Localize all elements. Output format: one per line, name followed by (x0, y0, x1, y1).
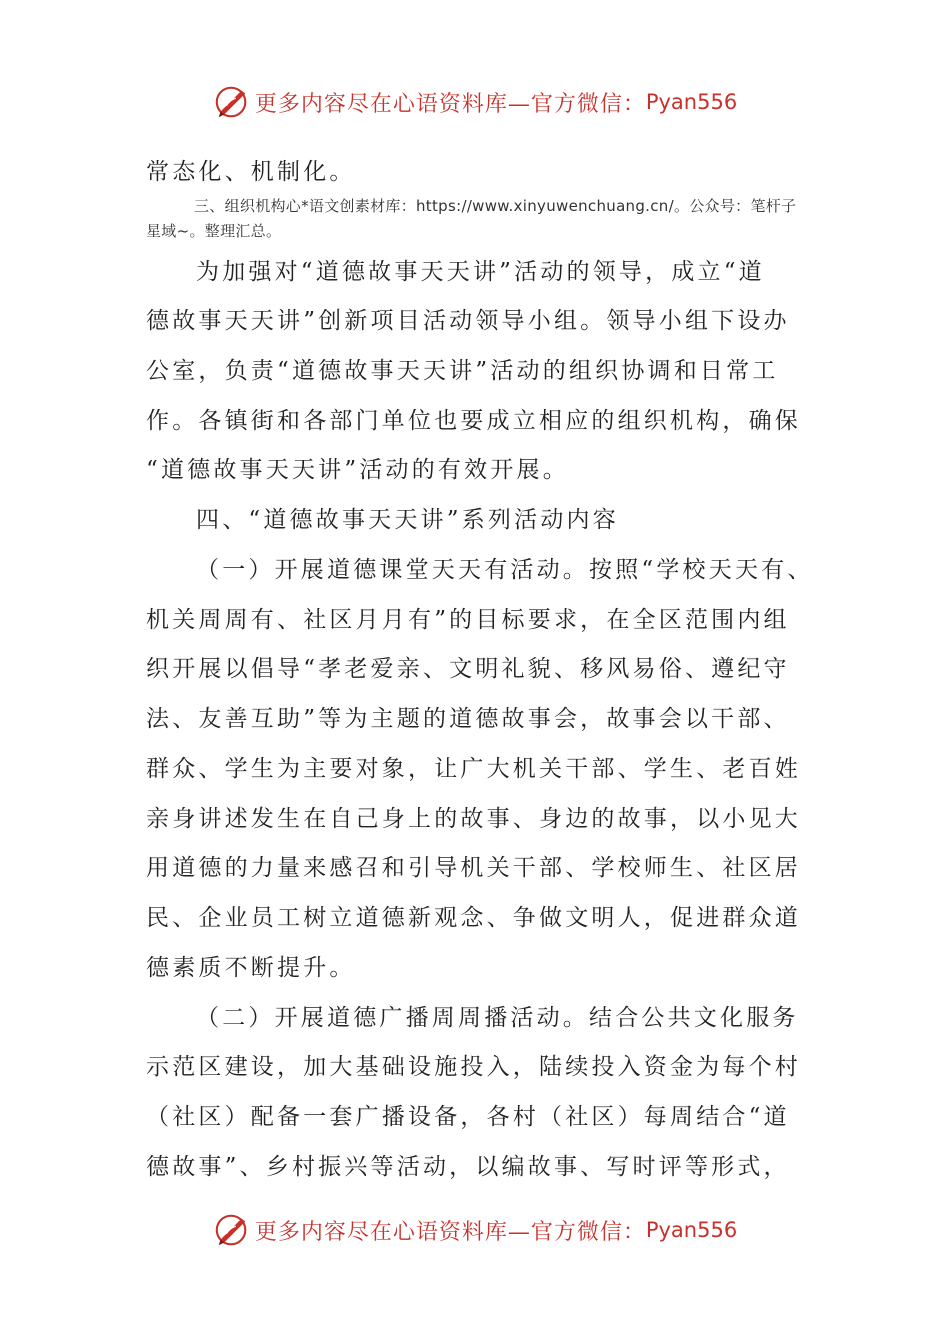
paragraph-line: （一）开展道德课堂天天有活动。按照“学校天天有、 (196, 557, 814, 583)
paragraph-line: 亲身讲述发生在自己身上的故事、身边的故事，以小见大 (146, 806, 801, 832)
paragraph-line: （社区）配备一套广播设备，各村（社区）每周结合“道 (146, 1104, 790, 1130)
footer-watermark-banner (0, 1208, 950, 1252)
banner-text: 更多内容尽在心语资料库—官方微信： (254, 91, 646, 117)
paragraph-line: 德故事”、乡村振兴等活动，以编故事、写时评等形式， (146, 1154, 790, 1180)
source-note-line: 三、组织机构心*语文创素材库：https://www.xinyuwenchuang.cn/。公众号：笔杆子 (194, 197, 797, 215)
paragraph-line: （二）开展道德广播周周播活动。结合公共文化服务 (196, 1005, 799, 1031)
paragraph-line: 为加强对“道德故事天天讲”活动的领导，成立“道 (196, 259, 765, 285)
paragraph-line: 德故事天天讲”创新项目活动领导小组。领导小组下设办 (146, 308, 790, 334)
paragraph-line: 示范区建设，加大基础设施投入，陆续投入资金为每个村 (146, 1054, 801, 1080)
paragraph-line: 织开展以倡导“孝老爱亲、文明礼貌、移风易俗、遵纪守 (146, 656, 790, 682)
banner-text: 更多内容尽在心语资料库—官方微信： (254, 1219, 646, 1245)
paragraph-line: 民、企业员工树立道德新观念、争做文明人，促进群众道 (146, 905, 801, 931)
paragraph-line: 德素质不断提升。 (146, 955, 356, 981)
paragraph-line: 用道德的力量来感召和引导机关干部、学校师生、社区居 (146, 855, 801, 881)
header-watermark-banner (0, 80, 950, 124)
paragraph-line: 机关周周有、社区月月有”的目标要求，在全区范围内组 (146, 607, 790, 633)
banner-wechat-id: Pyan556 (645, 90, 738, 114)
pen-logo-icon (213, 1211, 251, 1249)
source-note-line: 星域~。整理汇总。 (146, 222, 282, 240)
pen-logo-icon (213, 83, 251, 121)
banner-wechat-id: Pyan556 (645, 1218, 738, 1242)
paragraph-line: 法、友善互助”等为主题的道德故事会，故事会以干部、 (146, 706, 790, 732)
paragraph-line: “道德故事天天讲”活动的有效开展。 (146, 457, 569, 483)
section-heading: 四、“道德故事天天讲”系列活动内容 (196, 507, 619, 533)
paragraph-line: 作。各镇街和各部门单位也要成立相应的组织机构，确保 (146, 408, 801, 434)
paragraph-line: 公室，负责“道德故事天天讲”活动的组织协调和日常工 (146, 358, 779, 384)
paragraph-line: 群众、学生为主要对象，让广大机关干部、学生、老百姓 (146, 756, 801, 782)
paragraph-line: 常态化、机制化。 (146, 159, 356, 185)
